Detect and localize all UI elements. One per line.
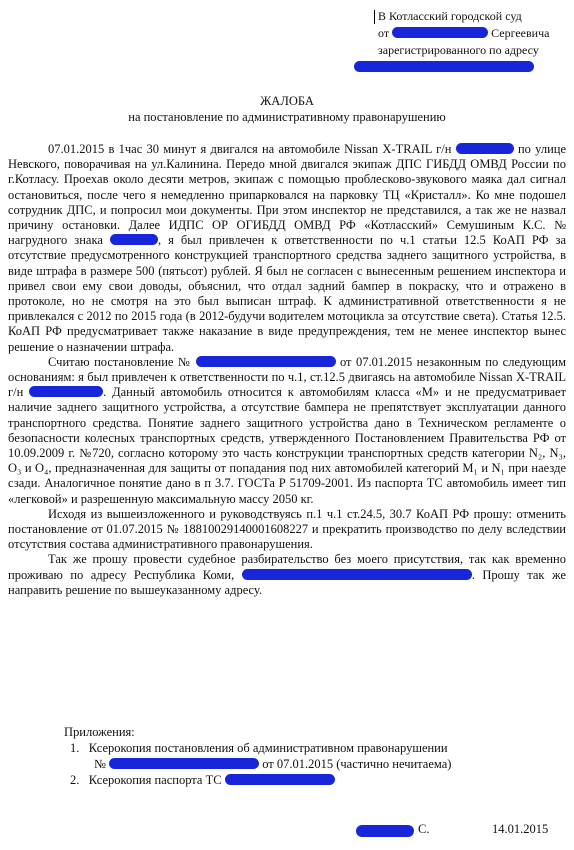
signature-date: 14.01.2015 bbox=[492, 822, 549, 836]
redaction bbox=[109, 758, 259, 769]
redaction bbox=[110, 234, 158, 245]
address-line bbox=[378, 59, 568, 76]
text-cursor bbox=[374, 10, 375, 24]
redaction bbox=[29, 386, 103, 397]
attachment-item-cont: № от 07.01.2015 (частично нечитаема) bbox=[94, 757, 452, 771]
document-title: ЖАЛОБА bbox=[260, 94, 314, 108]
redaction bbox=[196, 356, 336, 367]
signature-redaction bbox=[356, 825, 414, 837]
attachment-item: 1. Ксерокопия постановления об административном правонарушении bbox=[70, 741, 448, 755]
attachments-heading: Приложения: bbox=[64, 725, 135, 739]
redaction bbox=[354, 61, 534, 72]
paragraph-4: Так же прошу провести судебное разбирательство без моего присутствия, так как временно проживаю по адресу Республика Коми, . Прошу так же направить решение по вышеуказанному адресу. bbox=[8, 552, 567, 597]
attachments-list bbox=[70, 740, 451, 788]
redaction bbox=[242, 569, 472, 580]
signature-initial: С. bbox=[418, 822, 430, 836]
sender-line: от Сергеевича bbox=[378, 26, 550, 40]
addressee-court: В Котласский городской суд bbox=[378, 9, 522, 23]
complaint-body bbox=[8, 142, 566, 598]
paragraph-2: Считаю постановление № от 07.01.2015 незаконным по следующим основаниям: я был привлечен к ответственности по ч.1, ст.12.5 двигаясь на автомобиле Nissan X-TRAIL г/н . Данный автомобиль относится к автомобилям класса «М» и не предусматривает наличие заднего защитного устройства, а отсутствие бампера не препятствует эксплуатации данного транспортного средства. Понятие заднего защитного устройства дано в Техническом регламенте о безопасности колесных транспортных средств, утвержденного Постановлением Правительства РФ от 10.09.2009 г. №720, согласно которому это часть конструкции транспортных средств категории N₂, N₃, O₃ и O₄, предназначенная для защиты от попадания под них автомобилей категорий M₁ и N₁ при наезде сзади. Аналогичное понятие дано в п 3.7. ГОСТа Р 51709-2001. Из паспорта ТС автомобиль имеет тип «легковой» и разрешенную максимальную массу 2050 кг. bbox=[8, 354, 567, 506]
paragraph-1: 07.01.2015 в 1час 30 минут я двигался на автомобиле Nissan X-TRAIL г/н по улице Невского, поворачивая на ул.Калинина. Передо мной двигался экипаж ДПС ГИБДД ОМВД России по г.Котласу. Проехав около десяти метров, экипаж с помощью проблесково-звукового маяка дал сигнал остановиться, после чего я немедленно припарковался на парковку ТЦ «Кристалл». Ко мне подошел сотрудник ДПС, и попросил мои документы. При этом инспектор не представился, а так же не назвал причину остановки. Далее ИДПС ОР ОГИБДД ОМВД РФ «Котласский» Семушиным К.С. № нагрудного знака , я был привлечен к ответственности по ч.1 статьи 12.5 КоАП РФ за отсутствие предусмотренного конструкцией транспортного средства заднего защитного устройства, в виде штрафа в размере 500 (пятьсот) рублей. Я был не согласен с вынесенным решением инспектора и привел свои ему свои доводы, объяснил, что отдал задний бампер в покраску, что и отражено в протоколе, но не смотря на это был выписан штраф. К административной ответственности я не привлекался с 2012 по 2015 года (в 2012-будучи водителем мотоцикла за отсутствие света). Статья 12.5. КоАП РФ предусматривает также наказание в виде предупреждения, тем не менее инспектор вынес решение о назначении штрафа. bbox=[8, 142, 567, 354]
redaction bbox=[456, 143, 514, 154]
addressee-block bbox=[378, 8, 568, 76]
paragraph-3: Исходя из вышеизложенного и руководствуясь п.1 ч.1 ст.24.5, 30.7 КоАП РФ прошу: отменить постановление от 01.07.2015 № 18810029140001608227 и прекратить производство по делу вследствии отсутствия состава административного правонарушения. bbox=[8, 506, 566, 552]
redaction bbox=[392, 27, 488, 38]
registered-line: зарегистрированного по адресу bbox=[378, 43, 539, 57]
attachment-item: 2. Ксерокопия паспорта ТС bbox=[70, 772, 451, 788]
redaction bbox=[225, 774, 335, 785]
document-subtitle: на постановление по административному правонарушению bbox=[128, 110, 446, 124]
